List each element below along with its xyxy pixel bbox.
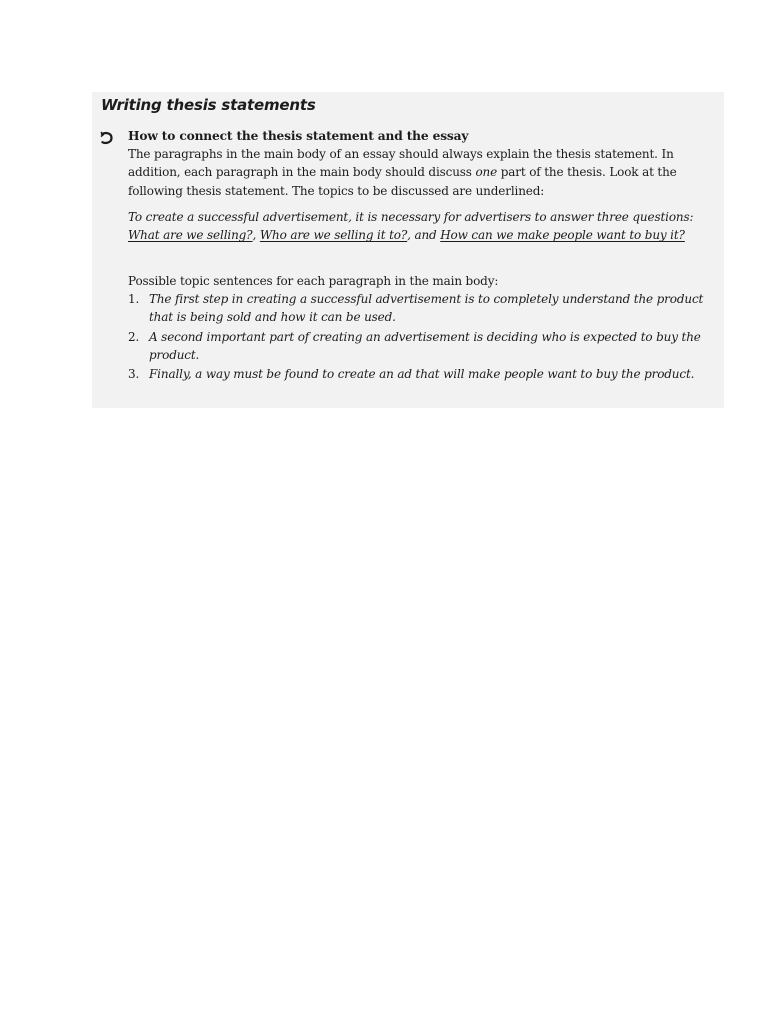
topic-sentence-item [128, 365, 713, 383]
list-intro: Possible topic sentences for each paragraph in the main body: [128, 274, 499, 288]
topic-sentence-item [128, 290, 713, 327]
list-number: 2. [128, 330, 140, 344]
list-number: 3. [128, 367, 140, 381]
intro-paragraph [128, 145, 713, 200]
intro-emphasis: one [475, 165, 498, 180]
example-separator-2: , and [407, 228, 441, 243]
topic-sentence-item [128, 328, 713, 365]
topic-sentence-text: Finally, a way must be found to create an ad that will make people want to buy the product. [149, 367, 695, 381]
example-separator-1: , [252, 228, 260, 243]
intro-text-after: part of the thesis. Look at the following thesis statement. The topics to be discussed are underlined: [128, 165, 677, 198]
topic-sentence-text: The first step in creating a successful advertisement is to completely understand the product that is being sold and how it can be used. [149, 292, 704, 325]
intro-text-before: The paragraphs in the main body of an essay should always explain the thesis statement. In addition, each paragraph in the main body should discuss [128, 147, 674, 180]
underlined-topic-1: What are we selling? [128, 228, 253, 243]
hook-arrow-icon [100, 131, 114, 145]
underlined-topic-3: How can we make people want to buy it? [440, 228, 685, 243]
example-lead: To create a successful advertisement, it is necessary for advertisers to answer three questions: [128, 210, 694, 224]
thesis-statement-example [128, 208, 713, 245]
section-heading: How to connect the thesis statement and the essay [128, 129, 469, 143]
underlined-topic-2: Who are we selling it to? [259, 228, 408, 243]
page-title: Writing thesis statements [101, 96, 316, 114]
topic-sentence-text: A second important part of creating an advertisement is deciding who is expected to buy the product. [149, 330, 701, 363]
list-number: 1. [128, 292, 140, 306]
